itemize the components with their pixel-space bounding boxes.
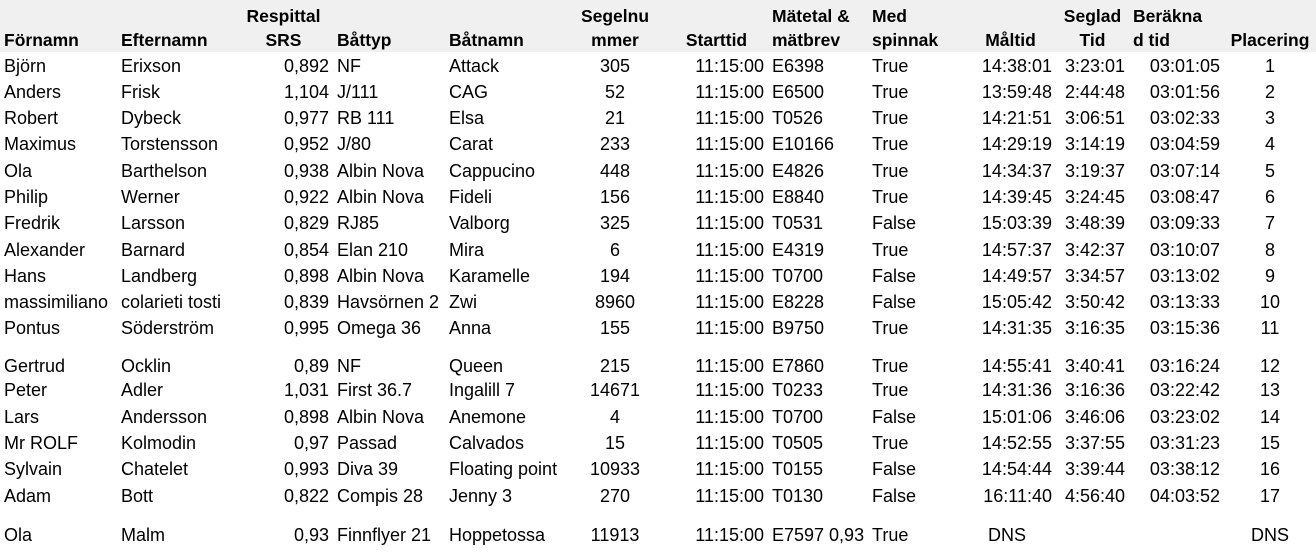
column-header-label: Segelnu <box>580 6 650 26</box>
cell-srs[interactable]: 0,938 <box>283 161 329 181</box>
cell-matetal[interactable]: T0700 <box>772 266 824 286</box>
column-header-spinnak[interactable] <box>868 0 965 52</box>
cell-spinnak[interactable]: True <box>872 108 909 128</box>
cell-starttid[interactable]: 11:15:00 <box>695 187 764 207</box>
cell-starttid[interactable]: 11:15:00 <box>695 161 764 181</box>
column-header-label: Tid <box>1079 30 1106 50</box>
column-header-label: Seglad <box>1063 6 1122 26</box>
column-header-seglad[interactable] <box>1056 0 1129 52</box>
cell-segelnummer[interactable]: 4 <box>609 407 620 427</box>
column-header-matetal[interactable] <box>768 0 868 52</box>
cell-efternamn[interactable]: Dybeck <box>121 108 182 128</box>
cell-batnamn[interactable]: Valborg <box>449 213 510 233</box>
cell-matetal[interactable]: E8228 <box>772 292 825 312</box>
cell-batnamn[interactable]: Karamelle <box>449 266 531 286</box>
cell-batnamn[interactable]: Fideli <box>449 187 493 207</box>
cell-starttid[interactable]: 11:15:00 <box>695 134 764 154</box>
cell-seglad[interactable]: 3:39:44 <box>1064 459 1125 479</box>
cell-fornamn[interactable]: Fredrik <box>4 213 61 233</box>
cell-maltid[interactable]: 13:59:48 <box>981 82 1052 102</box>
cell-starttid[interactable]: 11:15:00 <box>695 459 764 479</box>
cell-maltid[interactable]: 15:03:39 <box>981 213 1052 233</box>
cell-spinnak[interactable]: True <box>872 380 909 400</box>
cell-maltid[interactable]: 14:21:51 <box>981 108 1052 128</box>
cell-matetal[interactable]: T0531 <box>772 213 824 233</box>
cell-srs[interactable]: 0,892 <box>283 56 329 76</box>
cell-placering[interactable]: 9 <box>1264 266 1275 286</box>
cell-efternamn[interactable]: Erixson <box>121 56 182 76</box>
cell-batnamn[interactable]: Anemone <box>449 407 527 427</box>
cell-battyp[interactable]: NF <box>337 56 361 76</box>
cell-efternamn[interactable]: Ocklin <box>121 356 172 376</box>
cell-spinnak[interactable]: False <box>872 407 917 427</box>
cell-efternamn[interactable]: Adler <box>121 380 164 400</box>
cell-maltid[interactable]: 14:38:01 <box>981 56 1052 76</box>
cell-spinnak[interactable]: True <box>872 56 909 76</box>
cell-battyp[interactable]: First 36.7 <box>337 380 413 400</box>
cell-spinnak[interactable]: False <box>872 292 917 312</box>
cell-fornamn[interactable]: Lars <box>4 407 40 427</box>
cell-efternamn[interactable]: Söderström <box>121 318 215 338</box>
cell-srs[interactable]: 0,898 <box>283 266 329 286</box>
cell-segelnummer[interactable]: 21 <box>604 108 626 128</box>
column-header-label: d tid <box>1133 30 1170 50</box>
cell-beraknad[interactable]: 03:09:33 <box>1149 213 1220 233</box>
cell-seglad[interactable]: 3:23:01 <box>1064 56 1125 76</box>
cell-batnamn[interactable]: Ingalill 7 <box>449 380 516 400</box>
cell-segelnummer[interactable]: 156 <box>599 187 631 207</box>
cell-placering[interactable]: 17 <box>1259 486 1281 506</box>
cell-spinnak[interactable]: False <box>872 213 917 233</box>
cell-matetal[interactable]: E4319 <box>772 240 825 260</box>
cell-battyp[interactable]: Diva 39 <box>337 459 399 479</box>
cell-battyp[interactable]: Albin Nova <box>337 161 425 181</box>
column-header-label: Starttid <box>685 30 748 50</box>
cell-battyp[interactable]: NF <box>337 356 361 376</box>
cell-starttid[interactable]: 11:15:00 <box>695 266 764 286</box>
cell-battyp[interactable]: Finnflyer 21 <box>337 525 432 545</box>
cell-efternamn[interactable]: Landberg <box>121 266 198 286</box>
cell-starttid[interactable]: 11:15:00 <box>695 380 764 400</box>
column-header-label: mmer <box>591 30 639 50</box>
cell-efternamn[interactable]: Werner <box>121 187 180 207</box>
cell-fornamn[interactable]: Robert <box>4 108 59 128</box>
cell-efternamn[interactable]: Andersson <box>121 407 208 427</box>
cell-fornamn[interactable]: Alexander <box>4 240 86 260</box>
cell-seglad[interactable]: 3:14:19 <box>1064 134 1125 154</box>
cell-srs[interactable]: 0,995 <box>283 318 329 338</box>
column-header-label: Mätetal & <box>772 6 850 26</box>
cell-spinnak[interactable]: True <box>872 134 909 154</box>
cell-spinnak[interactable]: True <box>872 356 909 376</box>
cell-maltid[interactable]: 14:31:35 <box>981 318 1052 338</box>
cell-seglad[interactable]: 3:19:37 <box>1064 161 1125 181</box>
cell-matetal[interactable]: E6398 <box>772 56 825 76</box>
cell-matetal[interactable]: T0505 <box>772 433 824 453</box>
cell-seglad[interactable]: 3:34:57 <box>1064 266 1125 286</box>
cell-placering[interactable]: 1 <box>1264 56 1275 76</box>
cell-efternamn[interactable]: Kolmodin <box>121 433 197 453</box>
cell-placering[interactable]: 13 <box>1259 380 1281 400</box>
cell-seglad[interactable]: 3:46:06 <box>1064 407 1125 427</box>
column-header-segelnummer[interactable] <box>565 0 665 52</box>
cell-battyp[interactable]: Albin Nova <box>337 187 425 207</box>
column-header-label: Förnamn <box>4 30 79 50</box>
cell-placering[interactable]: 14 <box>1259 407 1281 427</box>
column-header-fornamn[interactable] <box>0 0 117 52</box>
cell-battyp[interactable]: Omega 36 <box>337 318 422 338</box>
cell-maltid[interactable]: 14:52:55 <box>981 433 1052 453</box>
cell-efternamn[interactable]: Chatelet <box>121 459 189 479</box>
cell-segelnummer[interactable]: 233 <box>599 134 631 154</box>
cell-starttid[interactable]: 11:15:00 <box>695 407 764 427</box>
cell-battyp[interactable]: Compis 28 <box>337 486 424 506</box>
cell-beraknad[interactable]: 03:16:24 <box>1149 356 1220 376</box>
cell-spinnak[interactable]: False <box>872 459 917 479</box>
cell-segelnummer[interactable]: 11913 <box>590 525 640 545</box>
cell-spinnak[interactable]: True <box>872 161 909 181</box>
cell-batnamn[interactable]: Mira <box>449 240 484 260</box>
column-header-maltid[interactable] <box>965 0 1056 52</box>
cell-starttid[interactable]: 11:15:00 <box>695 213 764 233</box>
cell-srs[interactable]: 1,031 <box>283 380 329 400</box>
cell-placering[interactable]: 4 <box>1264 134 1275 154</box>
cell-srs[interactable]: 0,952 <box>283 134 329 154</box>
cell-fornamn[interactable]: Anders <box>4 82 62 102</box>
cell-starttid[interactable]: 11:15:00 <box>695 433 764 453</box>
cell-maltid[interactable]: 14:54:44 <box>981 459 1052 479</box>
cell-maltid[interactable]: 14:31:36 <box>981 380 1052 400</box>
cell-batnamn[interactable]: Jenny 3 <box>449 486 513 506</box>
column-header-label: Båttyp <box>337 30 392 50</box>
cell-beraknad[interactable]: 03:07:14 <box>1149 161 1220 181</box>
cell-spinnak[interactable]: True <box>872 318 909 338</box>
cell-matetal[interactable]: E10166 <box>772 134 835 154</box>
cell-starttid[interactable]: 11:15:00 <box>695 292 764 312</box>
cell-beraknad[interactable]: 04:03:52 <box>1149 486 1220 506</box>
cell-maltid[interactable]: 15:01:06 <box>981 407 1052 427</box>
cell-seglad[interactable]: 3:40:41 <box>1064 356 1125 376</box>
cell-battyp[interactable]: Albin Nova <box>337 407 425 427</box>
cell-efternamn[interactable]: Barnard <box>121 240 186 260</box>
cell-srs[interactable]: 0,89 <box>293 356 329 376</box>
cell-beraknad[interactable]: 03:13:02 <box>1149 266 1220 286</box>
cell-batnamn[interactable]: Anna <box>449 318 492 338</box>
cell-matetal[interactable]: E6500 <box>772 82 825 102</box>
cell-maltid[interactable]: 15:05:42 <box>981 292 1052 312</box>
column-header-label: SRS <box>265 30 302 50</box>
cell-fornamn[interactable]: Pontus <box>4 318 61 338</box>
cell-segelnummer[interactable]: 270 <box>599 486 631 506</box>
cell-seglad[interactable]: 3:16:35 <box>1064 318 1125 338</box>
cell-seglad[interactable]: 3:06:51 <box>1064 108 1125 128</box>
cell-srs[interactable]: 1,104 <box>283 82 329 102</box>
cell-starttid[interactable]: 11:15:00 <box>695 82 764 102</box>
cell-srs[interactable]: 0,829 <box>283 213 329 233</box>
cell-placering[interactable]: 16 <box>1259 459 1281 479</box>
cell-spinnak[interactable]: False <box>872 266 917 286</box>
cell-beraknad[interactable]: 03:38:12 <box>1149 459 1220 479</box>
cell-batnamn[interactable]: Hoppetossa <box>449 525 546 545</box>
cell-maltid[interactable]: 16:11:40 <box>983 486 1052 506</box>
cell-starttid[interactable]: 11:15:00 <box>695 108 764 128</box>
cell-matetal[interactable]: T0155 <box>772 459 824 479</box>
cell-fornamn[interactable]: Adam <box>4 486 52 506</box>
cell-maltid[interactable]: 14:29:19 <box>981 134 1052 154</box>
cell-segelnummer[interactable]: 10933 <box>589 459 641 479</box>
cell-seglad[interactable]: 3:48:39 <box>1064 213 1125 233</box>
cell-matetal[interactable]: E4826 <box>772 161 825 181</box>
cell-matetal[interactable]: T0700 <box>772 407 824 427</box>
cell-batnamn[interactable]: Floating point <box>449 459 558 479</box>
cell-beraknad[interactable]: 03:01:05 <box>1149 56 1220 76</box>
cell-batnamn[interactable]: Elsa <box>449 108 485 128</box>
cell-seglad[interactable]: 3:24:45 <box>1064 187 1125 207</box>
cell-battyp[interactable]: Elan 210 <box>337 240 409 260</box>
cell-placering[interactable]: 2 <box>1264 82 1275 102</box>
cell-efternamn[interactable]: Torstensson <box>121 134 219 154</box>
cell-efternamn[interactable]: Malm <box>121 525 165 545</box>
cell-maltid[interactable]: 14:55:41 <box>981 356 1052 376</box>
cell-fornamn[interactable]: Gertrud <box>4 356 66 376</box>
cell-segelnummer[interactable]: 305 <box>599 56 631 76</box>
cell-placering[interactable]: 11 <box>1260 318 1280 338</box>
cell-spinnak[interactable]: True <box>872 240 909 260</box>
cell-battyp[interactable]: J/80 <box>337 134 372 154</box>
cell-srs[interactable]: 0,922 <box>283 187 329 207</box>
column-header-starttid[interactable] <box>665 0 768 52</box>
cell-beraknad[interactable]: 03:04:59 <box>1149 134 1220 154</box>
cell-beraknad[interactable]: 03:22:42 <box>1149 380 1220 400</box>
cell-beraknad[interactable]: 03:02:33 <box>1149 108 1220 128</box>
cell-batnamn[interactable]: Queen <box>449 356 504 376</box>
cell-beraknad[interactable]: 03:10:07 <box>1149 240 1220 260</box>
cell-segelnummer[interactable]: 14671 <box>589 380 641 400</box>
cell-matetal[interactable]: E7860 <box>772 356 825 376</box>
cell-batnamn[interactable]: Carat <box>449 134 494 154</box>
cell-spinnak[interactable]: True <box>872 433 909 453</box>
cell-seglad[interactable]: 3:42:37 <box>1064 240 1125 260</box>
cell-segelnummer[interactable]: 448 <box>599 161 631 181</box>
cell-seglad[interactable]: 3:50:42 <box>1064 292 1125 312</box>
cell-srs[interactable]: 0,839 <box>283 292 329 312</box>
cell-battyp[interactable]: J/111 <box>337 82 379 102</box>
cell-fornamn[interactable]: Peter <box>4 380 48 400</box>
cell-maltid[interactable]: 14:39:45 <box>981 187 1052 207</box>
cell-srs[interactable]: 0,97 <box>293 433 329 453</box>
cell-fornamn[interactable]: Sylvain <box>4 459 63 479</box>
cell-batnamn[interactable]: Attack <box>449 56 500 76</box>
column-header-label: spinnak <box>872 30 939 50</box>
cell-srs[interactable]: 0,993 <box>283 459 329 479</box>
cell-beraknad[interactable]: 03:13:33 <box>1149 292 1220 312</box>
cell-starttid[interactable]: 11:15:00 <box>695 56 764 76</box>
cell-maltid[interactable]: 14:34:37 <box>981 161 1052 181</box>
cell-matetal[interactable]: E8840 <box>772 187 825 207</box>
cell-matetal[interactable]: B9750 <box>772 318 825 338</box>
cell-fornamn[interactable]: Maximus <box>4 134 77 154</box>
cell-beraknad[interactable]: 03:31:23 <box>1149 433 1220 453</box>
cell-fornamn[interactable]: Ola <box>4 161 33 181</box>
column-header-label: Måltid <box>985 30 1036 50</box>
cell-seglad[interactable]: 4:56:40 <box>1064 486 1125 506</box>
cell-matetal[interactable]: T0130 <box>772 486 824 506</box>
cell-beraknad[interactable]: 03:15:36 <box>1149 318 1220 338</box>
column-header-label: Båtnamn <box>449 30 524 50</box>
cell-spinnak[interactable]: False <box>872 486 917 506</box>
cell-beraknad[interactable]: 03:23:02 <box>1149 407 1220 427</box>
cell-srs[interactable]: 0,854 <box>283 240 329 260</box>
cell-fornamn[interactable]: Philip <box>4 187 49 207</box>
cell-segelnummer[interactable]: 52 <box>604 82 626 102</box>
column-header-label: Respittal <box>246 6 321 26</box>
cell-placering[interactable]: 3 <box>1264 108 1275 128</box>
column-header-batnamn[interactable] <box>445 0 565 52</box>
cell-starttid[interactable]: 11:15:00 <box>695 356 764 376</box>
cell-srs[interactable]: 0,977 <box>283 108 329 128</box>
cell-maltid[interactable]: 14:57:37 <box>981 240 1052 260</box>
cell-fornamn[interactable]: Björn <box>4 56 47 76</box>
cell-segelnummer[interactable]: 215 <box>599 356 631 376</box>
cell-srs[interactable]: 0,93 <box>293 525 329 545</box>
cell-efternamn[interactable]: Bott <box>121 486 154 506</box>
cell-seglad[interactable]: 3:37:55 <box>1064 433 1125 453</box>
column-header-srs[interactable] <box>234 0 333 52</box>
cell-placering[interactable]: 6 <box>1264 187 1275 207</box>
column-header-label: Placering <box>1230 30 1310 50</box>
cell-maltid[interactable]: DNS <box>987 525 1026 545</box>
cell-matetal[interactable]: T0233 <box>772 380 824 400</box>
cell-placering[interactable]: DNS <box>1250 525 1289 545</box>
cell-batnamn[interactable]: Zwi <box>449 292 477 312</box>
column-header-label: mätbrev <box>772 30 841 50</box>
cell-efternamn[interactable]: colarieti tosti <box>121 292 222 312</box>
cell-batnamn[interactable]: Cappucino <box>449 161 536 181</box>
cell-spinnak[interactable]: True <box>872 187 909 207</box>
cell-placering[interactable]: 15 <box>1259 433 1281 453</box>
cell-battyp[interactable]: Passad <box>337 433 398 453</box>
cell-batnamn[interactable]: CAG <box>449 82 489 102</box>
cell-beraknad[interactable]: 03:01:56 <box>1149 82 1220 102</box>
cell-segelnummer[interactable]: 15 <box>604 433 626 453</box>
cell-fornamn[interactable]: massimiliano <box>4 292 109 312</box>
column-header-placering[interactable] <box>1224 0 1316 52</box>
cell-battyp[interactable]: RB 111 <box>337 108 395 128</box>
cell-seglad[interactable] <box>1056 524 1129 546</box>
cell-starttid[interactable]: 11:15:00 <box>695 525 764 545</box>
cell-fornamn[interactable]: Mr ROLF <box>4 433 78 453</box>
cell-matetal[interactable]: T0526 <box>772 108 824 128</box>
column-header-efternamn[interactable] <box>117 0 234 52</box>
cell-placering[interactable]: 5 <box>1264 161 1275 181</box>
cell-starttid[interactable]: 11:15:00 <box>695 318 764 338</box>
cell-placering[interactable]: 12 <box>1259 356 1281 376</box>
cell-efternamn[interactable]: Larsson <box>121 213 186 233</box>
cell-segelnummer[interactable]: 155 <box>599 318 631 338</box>
column-header-battyp[interactable] <box>333 0 445 52</box>
cell-placering[interactable]: 8 <box>1264 240 1275 260</box>
cell-maltid[interactable]: 14:49:57 <box>981 266 1052 286</box>
cell-segelnummer[interactable]: 325 <box>599 213 631 233</box>
cell-beraknad[interactable] <box>1129 524 1224 546</box>
cell-segelnummer[interactable]: 194 <box>599 266 631 286</box>
cell-starttid[interactable]: 11:15:00 <box>695 486 764 506</box>
cell-beraknad[interactable]: 03:08:47 <box>1149 187 1220 207</box>
cell-starttid[interactable]: 11:15:00 <box>695 240 764 260</box>
cell-efternamn[interactable]: Barthelson <box>121 161 208 181</box>
cell-placering[interactable]: 10 <box>1259 292 1281 312</box>
cell-spinnak[interactable]: True <box>872 525 909 545</box>
cell-spinnak[interactable]: True <box>872 82 909 102</box>
cell-srs[interactable]: 0,822 <box>283 486 329 506</box>
column-header-label: Beräkna <box>1133 6 1203 26</box>
cell-fornamn[interactable]: Hans <box>4 266 47 286</box>
column-header-beraknad[interactable] <box>1129 0 1224 52</box>
column-header-label: Med <box>872 6 907 26</box>
cell-seglad[interactable]: 3:16:36 <box>1064 380 1125 400</box>
cell-seglad[interactable]: 2:44:48 <box>1064 82 1125 102</box>
cell-battyp[interactable]: Albin Nova <box>337 266 425 286</box>
column-header-label: Efternamn <box>121 30 208 50</box>
cell-matetal[interactable]: E7597 0,93 <box>772 525 865 545</box>
cell-batnamn[interactable]: Calvados <box>449 433 525 453</box>
cell-fornamn[interactable]: Ola <box>4 525 33 545</box>
cell-segelnummer[interactable]: 6 <box>609 240 620 260</box>
cell-srs[interactable]: 0,898 <box>283 407 329 427</box>
cell-placering[interactable]: 7 <box>1264 213 1275 233</box>
cell-battyp[interactable]: Havsörnen 2 <box>337 292 440 312</box>
cell-segelnummer[interactable]: 8960 <box>594 292 636 312</box>
cell-efternamn[interactable]: Frisk <box>121 82 160 102</box>
cell-battyp[interactable]: RJ85 <box>337 213 380 233</box>
